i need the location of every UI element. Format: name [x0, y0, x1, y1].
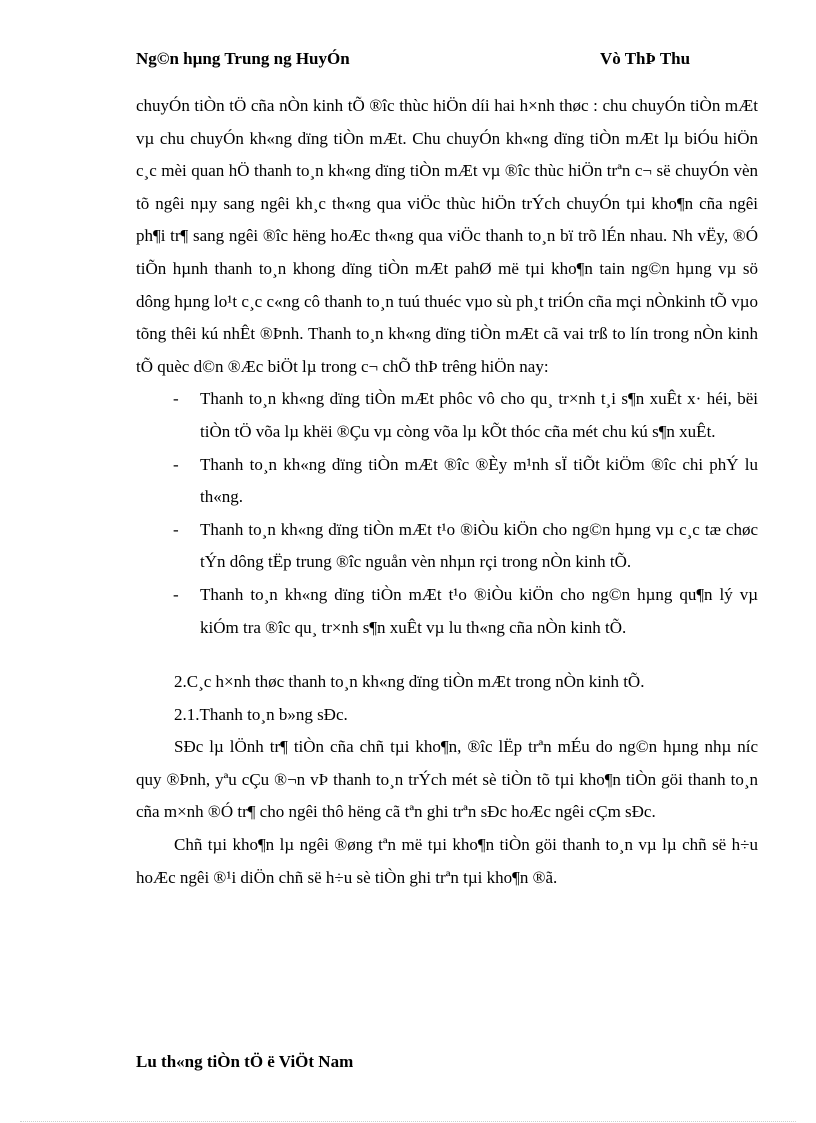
list-item-text: Thanh to¸n kh«ng dïng tiÒn mÆt t¹o ®iÒu kiÖn cho ng©n hµng qu¶n lý vµ kiÓm tra ®îc qu¸ tr×nh s¶n xuÊt vµ lu th«ng cña nÒn kinh tÕ.: [200, 584, 758, 637]
bullet-dash: -: [173, 584, 179, 604]
intro-paragraph: chuyÓn tiÒn tÖ cña nÒn kinh tÕ ®îc thùc hiÖn díi hai h×nh thøc : chu chuyÓn tiÒn mÆt vµ chu chuyÓn kh«ng dïng tiÒn mÆt. Chu chuyÓn kh«ng dïng tiÒn mÆt lµ biÓu hiÖn c¸c mèi quan hÖ thanh to¸n kh«ng dïng tiÒn mÆt vµ ®îc thùc hiÖn trªn c¬ së chuyÓn vèn tõ ngêi nµy sang ngêi kh¸c th«ng qua viÖc thùc hiÖn trÝch chuyÓn tµi kho¶n cña ngêi ph¶i tr¶ sang ngêi ®îc hëng hoÆc th«ng qua viÖc thanh to¸n bï trõ lÉn nhau. Nh vËy, ®Ó tiÕn hµnh thanh to¸n khong dïng tiÒn mÆt pahØ më tµi kho¶n tain ng©n hµng vµ sö dông hµng lo¹t c¸c c«ng cô thanh to¸n tuú thuéc vµo sù ph¸t triÓn cña mçi nÒnkinh tÕ vµo tõng thêi kú nhÊt ®Þnh. Thanh to¸n kh«ng dïng tiÒn mÆt cã vai trß to lín trong nÒn kinh tÕ quèc d©n ®Æc biÖt lµ trong c¬ chÕ thÞ trêng hiÖn nay:: [136, 96, 758, 376]
section-heading: 2.C¸c h×nh thøc thanh to¸n kh«ng dïng tiÒn mÆt trong nÒn kinh tÕ.: [174, 672, 645, 692]
bullet-dash: -: [173, 519, 179, 539]
bullet-list: [136, 383, 758, 644]
paragraph-account-holder: Chñ tµi kho¶n lµ ngêi ®øng tªn më tµi kho¶n tiÒn göi thanh to¸n vµ lµ chñ së h÷u hoÆc ngêi ®¹i diÖn chñ së h÷u sè tiÒn ghi trªn tµi kho¶n ®ã.: [136, 835, 758, 887]
bullet-dash: -: [173, 454, 179, 474]
header-author: Vò ThÞ Thu: [600, 49, 691, 68]
list-item-text: Thanh to¸n kh«ng dïng tiÒn mÆt ®îc ®Èy m¹nh sÏ tiÕt kiÖm ®îc chi phÝ lu th«ng.: [200, 454, 758, 507]
document-body: [136, 90, 758, 894]
list-item: [136, 449, 758, 514]
list-item-text: Thanh to¸n kh«ng dïng tiÒn mÆt phôc vô cho qu¸ tr×nh t¸i s¶n xuÊt x· héi, bëi tiÒn tÖ võa lµ khëi ®Çu vµ còng võa lµ kÕt thóc cña mét chu kú s¶n xuÊt.: [200, 389, 758, 441]
bullet-dash: -: [173, 389, 179, 409]
list-item: [136, 514, 758, 579]
list-item: [136, 383, 758, 448]
subsection-heading: 2.1.Thanh to¸n b»ng sÐc.: [174, 704, 348, 724]
header-left-title: Ng©n hµng Trung ng HuyÓn: [136, 49, 350, 68]
paragraph-cheque-definition: SÐc lµ lÖnh tr¶ tiÒn cña chñ tµi kho¶n, ®îc lËp trªn mÉu do ng©n hµng nhµ níc quy ®Þnh, yªu cÇu ®¬n vÞ thanh to¸n trÝch mét sè tiÒn tõ tµi kho¶n tiÒn göi thanh to¸n cña m×nh ®Ó tr¶ cho ngêi thô hëng cã tªn ghi trªn sÐc hoÆc ngêi cÇm sÐc.: [136, 737, 758, 822]
page-footer: Lu th«ng tiÒn tÖ ë ViÖt Nam: [136, 1052, 354, 1071]
list-item: [136, 579, 758, 644]
list-item-text: Thanh to¸n kh«ng dïng tiÒn mÆt t¹o ®iÒu kiÖn cho ng©n hµng vµ c¸c tæ chøc tÝn dông tËp trung ®îc nguån vèn nhµn rçi trong nÒn kinh tÕ.: [200, 519, 758, 572]
page-bottom-rule: [20, 1121, 796, 1122]
